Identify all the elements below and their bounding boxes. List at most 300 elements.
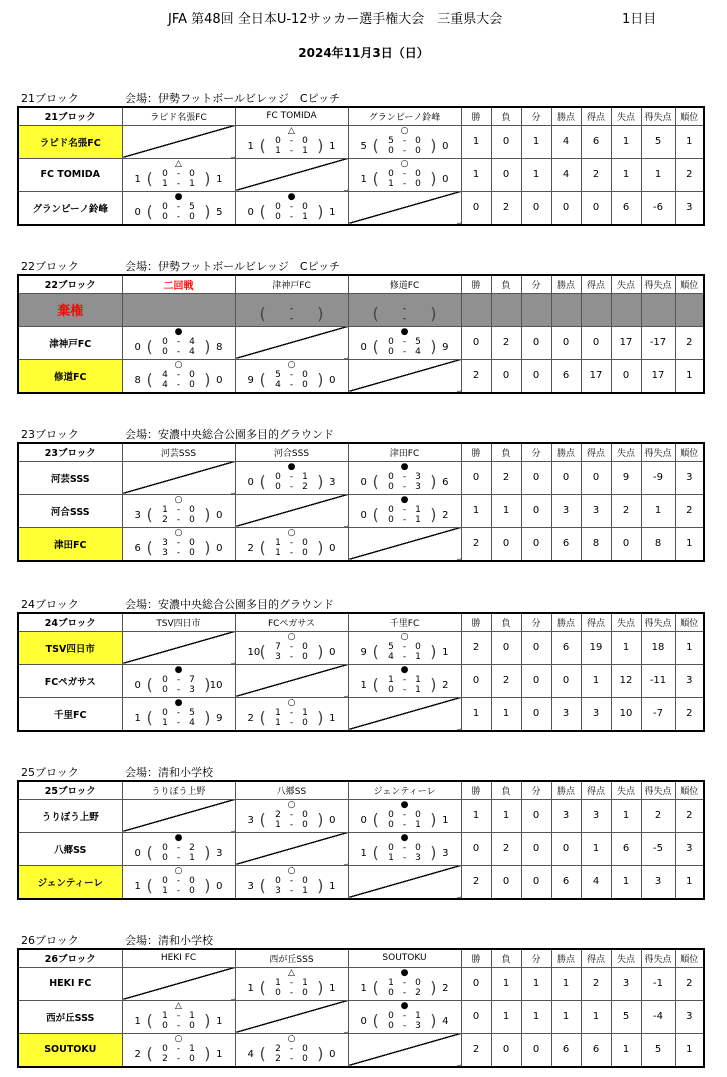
stat-value: 17 bbox=[641, 359, 675, 393]
score-right: 1 bbox=[442, 814, 449, 826]
stat-value: 4 bbox=[581, 865, 611, 899]
stat-header: 順位 bbox=[675, 613, 704, 631]
stat-value: 3 bbox=[551, 494, 581, 527]
result-mark: ○ bbox=[287, 1033, 296, 1044]
stat-value: 2 bbox=[581, 967, 611, 1000]
stat-value: 0 bbox=[521, 631, 551, 664]
match-result-cell bbox=[122, 359, 235, 393]
table-row bbox=[18, 461, 704, 494]
score-left: 1 bbox=[360, 982, 367, 994]
match-result-cell bbox=[235, 191, 348, 225]
stat-value: 2 bbox=[491, 191, 521, 225]
first-half-score: - bbox=[289, 303, 294, 314]
first-half-score: 0 - 0 bbox=[388, 168, 421, 179]
paren-open: ( bbox=[146, 1043, 153, 1063]
stat-header: 得点 bbox=[581, 443, 611, 461]
match-result-cell bbox=[348, 664, 461, 697]
second-half-score: 0 - 1 bbox=[275, 211, 308, 222]
standings-table bbox=[17, 948, 705, 1068]
team-name: 津神戸FC bbox=[18, 326, 122, 359]
block-corner-label: 24ブロック bbox=[18, 613, 122, 631]
score-right: 3 bbox=[442, 847, 449, 859]
block-label: 22ブロック bbox=[21, 260, 79, 273]
paren-open: ( bbox=[146, 369, 153, 389]
second-half-score: 0 - 4 bbox=[162, 346, 195, 357]
stat-header: 順位 bbox=[675, 949, 704, 967]
second-half-score: 0 - 1 bbox=[388, 514, 421, 525]
second-half-score: 3 - 1 bbox=[275, 885, 308, 896]
venue-label: 会場：安濃中央総合公園多目的グラウンド bbox=[125, 428, 334, 441]
block-corner-label: 25ブロック bbox=[18, 781, 122, 799]
score-right: 1 bbox=[216, 173, 223, 185]
stat-value: 1 bbox=[491, 799, 521, 832]
result-mark: ● bbox=[400, 494, 409, 505]
score-right: 0 bbox=[216, 374, 223, 386]
score-line bbox=[349, 642, 461, 662]
stat-value: 0 bbox=[461, 1000, 491, 1033]
stat-header: 得点 bbox=[581, 275, 611, 293]
result-content bbox=[236, 968, 348, 1000]
first-half-score: - bbox=[402, 303, 407, 314]
score-left: 1 bbox=[134, 880, 141, 892]
score-left: 6 bbox=[134, 542, 141, 554]
self-match-cell bbox=[235, 832, 348, 865]
score-right: 2 bbox=[442, 679, 449, 691]
opponent-header: 八郷SS bbox=[235, 781, 348, 799]
score-left: 0 bbox=[134, 679, 141, 691]
second-half-score: 0 - 0 bbox=[162, 211, 195, 222]
match-result-cell bbox=[348, 1000, 461, 1033]
stat-value: 2 bbox=[675, 326, 704, 359]
score-line bbox=[236, 1044, 348, 1064]
score-line bbox=[236, 304, 348, 324]
paren-close: ) bbox=[430, 674, 437, 694]
result-mark: ○ bbox=[174, 359, 183, 370]
team-name: 千里FC bbox=[18, 697, 122, 731]
match-result-cell bbox=[235, 527, 348, 561]
result-mark: ● bbox=[400, 664, 409, 675]
result-mark: ● bbox=[400, 799, 409, 810]
second-half-score: 0 - 0 bbox=[275, 987, 308, 998]
score-line bbox=[123, 304, 235, 324]
stat-value: -1 bbox=[641, 967, 675, 1000]
stat-value: 1 bbox=[461, 799, 491, 832]
match-date: 2024年11月3日（日） bbox=[298, 46, 429, 60]
block-label: 26ブロック bbox=[21, 934, 79, 947]
match-result-cell bbox=[348, 631, 461, 664]
second-half-score: 0 - 4 bbox=[388, 346, 421, 357]
paren-close: ) bbox=[430, 641, 437, 661]
stat-value: 0 bbox=[521, 326, 551, 359]
stat-value: 0 bbox=[521, 494, 551, 527]
self-match-cell bbox=[122, 461, 235, 494]
stat-value: -6 bbox=[641, 191, 675, 225]
stat-header: 得点 bbox=[581, 949, 611, 967]
score-left: 2 bbox=[134, 1048, 141, 1060]
self-match-cell bbox=[348, 527, 461, 561]
paren-open: ( bbox=[146, 168, 153, 188]
stat-value: 6 bbox=[551, 359, 581, 393]
paren-close: ) bbox=[317, 641, 324, 661]
paren-open: ( bbox=[259, 201, 266, 221]
stat-header: 分 bbox=[521, 275, 551, 293]
result-content bbox=[349, 632, 461, 664]
result-mark: ○ bbox=[174, 865, 183, 876]
second-half-score: 4 - 1 bbox=[388, 651, 421, 662]
paren-close: ) bbox=[204, 1010, 211, 1030]
score-right: 0 bbox=[216, 509, 223, 521]
stat-value: 0 bbox=[461, 832, 491, 865]
team-name: TSV四日市 bbox=[18, 631, 122, 664]
result-mark: ● bbox=[400, 832, 409, 843]
self-match-cell bbox=[348, 191, 461, 225]
block-corner-label: 22ブロック bbox=[18, 275, 122, 293]
score-right: 0 bbox=[442, 173, 449, 185]
stat-value: 3 bbox=[581, 494, 611, 527]
stat-value: 0 bbox=[581, 461, 611, 494]
score-left: 0 bbox=[134, 206, 141, 218]
header-row bbox=[18, 107, 704, 125]
second-half-score: 1 - 1 bbox=[275, 145, 308, 156]
match-result-cell bbox=[235, 967, 348, 1000]
block-corner-label: 26ブロック bbox=[18, 949, 122, 967]
score-line bbox=[236, 136, 348, 156]
score-left: 1 bbox=[134, 712, 141, 724]
result-content bbox=[349, 665, 461, 697]
score-right: 1 bbox=[329, 712, 336, 724]
first-half-score: 0 - 2 bbox=[162, 842, 195, 853]
stat-value: 1 bbox=[611, 865, 641, 899]
stat-value: 2 bbox=[461, 1033, 491, 1067]
stat-value: 1 bbox=[675, 1033, 704, 1067]
first-half-score: 0 - 0 bbox=[275, 875, 308, 886]
match-result-cell bbox=[348, 832, 461, 865]
score-right: 1 bbox=[329, 206, 336, 218]
score-right: 1 bbox=[216, 1015, 223, 1027]
stat-value: 2 bbox=[581, 158, 611, 191]
paren-open: ( bbox=[372, 977, 379, 997]
first-half-score: 1 - 0 bbox=[162, 504, 195, 515]
paren-open: ( bbox=[259, 303, 266, 323]
paren-close: ) bbox=[430, 1010, 437, 1030]
stat-value: 9 bbox=[611, 461, 641, 494]
result-mark: ● bbox=[174, 832, 183, 843]
match-result-cell bbox=[122, 664, 235, 697]
stat-value: 3 bbox=[611, 967, 641, 1000]
match-result-cell bbox=[348, 967, 461, 1000]
stat-header: 負 bbox=[491, 949, 521, 967]
self-match-cell bbox=[122, 125, 235, 158]
venue-label: 会場：安濃中央総合公園多目的グラウンド bbox=[125, 598, 334, 611]
first-half-score: 0 - 3 bbox=[388, 471, 421, 482]
result-mark: ○ bbox=[400, 631, 409, 642]
score-left: 3 bbox=[247, 814, 254, 826]
stat-value: 0 bbox=[581, 191, 611, 225]
first-half-score: 5 - 0 bbox=[275, 369, 308, 380]
stat-value: 0 bbox=[581, 326, 611, 359]
score-line bbox=[236, 370, 348, 390]
second-half-score: - bbox=[289, 313, 294, 324]
stat-value: 3 bbox=[675, 664, 704, 697]
result-content bbox=[123, 495, 235, 527]
stat-header: 得点 bbox=[581, 781, 611, 799]
stat-header: 負 bbox=[491, 781, 521, 799]
stat-value: 0 bbox=[491, 359, 521, 393]
stat-header: 分 bbox=[521, 949, 551, 967]
team-name: 津田FC bbox=[18, 527, 122, 561]
paren-open: ( bbox=[146, 674, 153, 694]
stat-value: 0 bbox=[521, 1033, 551, 1067]
team-name: 修道FC bbox=[18, 359, 122, 393]
stat-value: 1 bbox=[521, 158, 551, 191]
score-right: 1 bbox=[216, 1048, 223, 1060]
paren-close: ) bbox=[430, 336, 437, 356]
score-line bbox=[123, 202, 235, 222]
result-mark: ● bbox=[174, 697, 183, 708]
paren-close: ) bbox=[204, 707, 211, 727]
opponent-header: うりぼう上野 bbox=[122, 781, 235, 799]
score-line bbox=[123, 337, 235, 357]
first-half-score: 5 - 0 bbox=[388, 135, 421, 146]
score-line bbox=[123, 505, 235, 525]
second-half-score: 1 - 0 bbox=[275, 547, 308, 558]
stat-value: 0 bbox=[491, 125, 521, 158]
stat-value: -7 bbox=[641, 697, 675, 731]
paren-open: ( bbox=[259, 135, 266, 155]
score-right: 4 bbox=[442, 1015, 449, 1027]
first-half-score: 4 - 0 bbox=[162, 369, 195, 380]
stat-value: 2 bbox=[675, 967, 704, 1000]
stat-value: 0 bbox=[521, 359, 551, 393]
stat-value: 0 bbox=[521, 664, 551, 697]
result-mark: ○ bbox=[174, 494, 183, 505]
score-left: 2 bbox=[247, 542, 254, 554]
paren-close: ) bbox=[317, 135, 324, 155]
stat-value: 0 bbox=[521, 865, 551, 899]
match-result-cell bbox=[235, 461, 348, 494]
stat-header: 分 bbox=[521, 107, 551, 125]
stat-header: 失点 bbox=[611, 107, 641, 125]
score-left: 9 bbox=[247, 374, 254, 386]
paren-close: ) bbox=[204, 168, 211, 188]
self-match-cell bbox=[348, 1033, 461, 1067]
first-half-score: 0 - 0 bbox=[275, 201, 308, 212]
paren-close: ) bbox=[204, 369, 211, 389]
stat-header: 勝点 bbox=[551, 949, 581, 967]
stat-value: 5 bbox=[641, 125, 675, 158]
second-half-score: 1 - 1 bbox=[162, 178, 195, 189]
stat-value: 1 bbox=[461, 494, 491, 527]
score-line bbox=[349, 1011, 461, 1031]
stat-value: 2 bbox=[675, 697, 704, 731]
stat-value: 3 bbox=[675, 832, 704, 865]
paren-close: ) bbox=[204, 537, 211, 557]
stat-value: 19 bbox=[581, 631, 611, 664]
second-half-score: 4 - 0 bbox=[162, 379, 195, 390]
paren-close: ) bbox=[317, 875, 324, 895]
score-line bbox=[349, 169, 461, 189]
match-result-cell bbox=[348, 125, 461, 158]
stat-value: 1 bbox=[521, 1000, 551, 1033]
score-line bbox=[123, 708, 235, 728]
score-line bbox=[236, 472, 348, 492]
stat-value: 0 bbox=[461, 461, 491, 494]
stat-header: 負 bbox=[491, 275, 521, 293]
stat-value: 2 bbox=[641, 799, 675, 832]
paren-close: ) bbox=[430, 168, 437, 188]
score-line bbox=[236, 202, 348, 222]
stat-value: 12 bbox=[611, 664, 641, 697]
stat-value: 10 bbox=[611, 697, 641, 731]
result-mark: ● bbox=[400, 967, 409, 978]
stat-value: 1 bbox=[491, 967, 521, 1000]
match-result-cell bbox=[122, 293, 235, 326]
paren-close: ) bbox=[204, 504, 211, 524]
score-left: 9 bbox=[360, 646, 367, 658]
stat-value: 3 bbox=[551, 799, 581, 832]
result-mark: ○ bbox=[287, 527, 296, 538]
stat-header: 勝点 bbox=[551, 443, 581, 461]
stat-value: 3 bbox=[641, 865, 675, 899]
second-half-score: 0 - 3 bbox=[162, 684, 195, 695]
match-result-cell bbox=[235, 293, 348, 326]
paren-open: ( bbox=[146, 1010, 153, 1030]
score-right: 0 bbox=[329, 374, 336, 386]
result-mark: ○ bbox=[287, 359, 296, 370]
result-content bbox=[349, 1001, 461, 1033]
paren-close: ) bbox=[430, 303, 437, 323]
stat-value: 3 bbox=[581, 799, 611, 832]
paren-open: ( bbox=[259, 471, 266, 491]
stat-value bbox=[675, 293, 704, 326]
paren-open: ( bbox=[259, 809, 266, 829]
paren-close: ) bbox=[204, 674, 211, 694]
table-row bbox=[18, 125, 704, 158]
table-row bbox=[18, 527, 704, 561]
opponent-header: 西が丘SSS bbox=[235, 949, 348, 967]
paren-close: ) bbox=[430, 977, 437, 997]
stat-header: 得失点 bbox=[641, 781, 675, 799]
paren-open: ( bbox=[372, 842, 379, 862]
self-match-cell bbox=[235, 326, 348, 359]
score-left: 1 bbox=[134, 1015, 141, 1027]
score-left: 2 bbox=[247, 712, 254, 724]
result-mark: ○ bbox=[287, 865, 296, 876]
opponent-header: HEKI FC bbox=[122, 949, 235, 967]
score-line bbox=[349, 978, 461, 998]
self-match-cell bbox=[235, 494, 348, 527]
second-half-score: 1 - 0 bbox=[388, 178, 421, 189]
stat-header: 順位 bbox=[675, 443, 704, 461]
table-row bbox=[18, 697, 704, 731]
score-left: 0 bbox=[360, 509, 367, 521]
stat-value: 8 bbox=[641, 527, 675, 561]
result-mark: △ bbox=[175, 158, 182, 169]
score-line bbox=[349, 843, 461, 863]
opponent-header: SOUTOKU bbox=[348, 949, 461, 967]
tournament-title: JFA 第48回 全日本U-12サッカー選手権大会 三重県大会 bbox=[168, 12, 503, 27]
match-result-cell bbox=[122, 697, 235, 731]
stat-header: 勝点 bbox=[551, 781, 581, 799]
stat-value: 0 bbox=[491, 1033, 521, 1067]
stat-value bbox=[461, 293, 491, 326]
stat-value bbox=[491, 293, 521, 326]
score-right: 1 bbox=[329, 982, 336, 994]
paren-open: ( bbox=[259, 1043, 266, 1063]
stat-value: 0 bbox=[521, 527, 551, 561]
second-half-score: 1 - 0 bbox=[275, 819, 308, 830]
stat-value: -9 bbox=[641, 461, 675, 494]
team-name: 河芸SSS bbox=[18, 461, 122, 494]
stat-header: 失点 bbox=[611, 781, 641, 799]
stat-header: 得点 bbox=[581, 107, 611, 125]
stat-value: 1 bbox=[675, 865, 704, 899]
block-label: 25ブロック bbox=[21, 766, 79, 779]
first-half-score: 0 - 5 bbox=[162, 201, 195, 212]
self-match-cell bbox=[235, 158, 348, 191]
score-right: 0 bbox=[329, 542, 336, 554]
stat-value bbox=[551, 293, 581, 326]
stat-header: 勝 bbox=[461, 275, 491, 293]
result-content bbox=[236, 866, 348, 898]
paren-close: ) bbox=[204, 201, 211, 221]
table-row bbox=[18, 359, 704, 393]
result-content bbox=[236, 360, 348, 392]
result-content bbox=[123, 294, 235, 326]
match-result-cell bbox=[348, 293, 461, 326]
score-line bbox=[236, 978, 348, 998]
result-content bbox=[349, 495, 461, 527]
header-row bbox=[18, 275, 704, 293]
score-right: 10 bbox=[209, 679, 223, 691]
stat-value: 1 bbox=[461, 125, 491, 158]
team-name: 河合SSS bbox=[18, 494, 122, 527]
paren-close: ) bbox=[317, 369, 324, 389]
result-content bbox=[123, 1001, 235, 1033]
opponent-header: ラピド名張FC bbox=[122, 107, 235, 125]
score-line bbox=[349, 810, 461, 830]
score-left: 0 bbox=[360, 476, 367, 488]
result-mark: ● bbox=[174, 664, 183, 675]
stat-value: 0 bbox=[551, 326, 581, 359]
stat-value: -11 bbox=[641, 664, 675, 697]
stat-value: 1 bbox=[581, 664, 611, 697]
result-content bbox=[236, 294, 348, 326]
standings-table bbox=[17, 442, 705, 562]
paren-open: ( bbox=[259, 977, 266, 997]
stat-value: 1 bbox=[675, 125, 704, 158]
second-half-score: 1 - 3 bbox=[388, 852, 421, 863]
match-result-cell bbox=[122, 1000, 235, 1033]
stat-value: 2 bbox=[675, 158, 704, 191]
paren-open: ( bbox=[372, 168, 379, 188]
venue-label: 会場：清和小学校 bbox=[125, 766, 213, 779]
stat-value: 0 bbox=[491, 527, 521, 561]
second-half-score: 1 - 0 bbox=[275, 717, 308, 728]
stat-header: 勝点 bbox=[551, 275, 581, 293]
stat-header: 失点 bbox=[611, 443, 641, 461]
stat-header: 勝 bbox=[461, 107, 491, 125]
paren-open: ( bbox=[372, 471, 379, 491]
opponent-header: FCペガサス bbox=[235, 613, 348, 631]
stat-header: 得失点 bbox=[641, 443, 675, 461]
stat-value: 3 bbox=[581, 697, 611, 731]
opponent-header: 河芸SSS bbox=[122, 443, 235, 461]
match-result-cell bbox=[235, 865, 348, 899]
stat-value: 5 bbox=[611, 1000, 641, 1033]
stat-value: 2 bbox=[611, 494, 641, 527]
stat-value: 0 bbox=[521, 191, 551, 225]
